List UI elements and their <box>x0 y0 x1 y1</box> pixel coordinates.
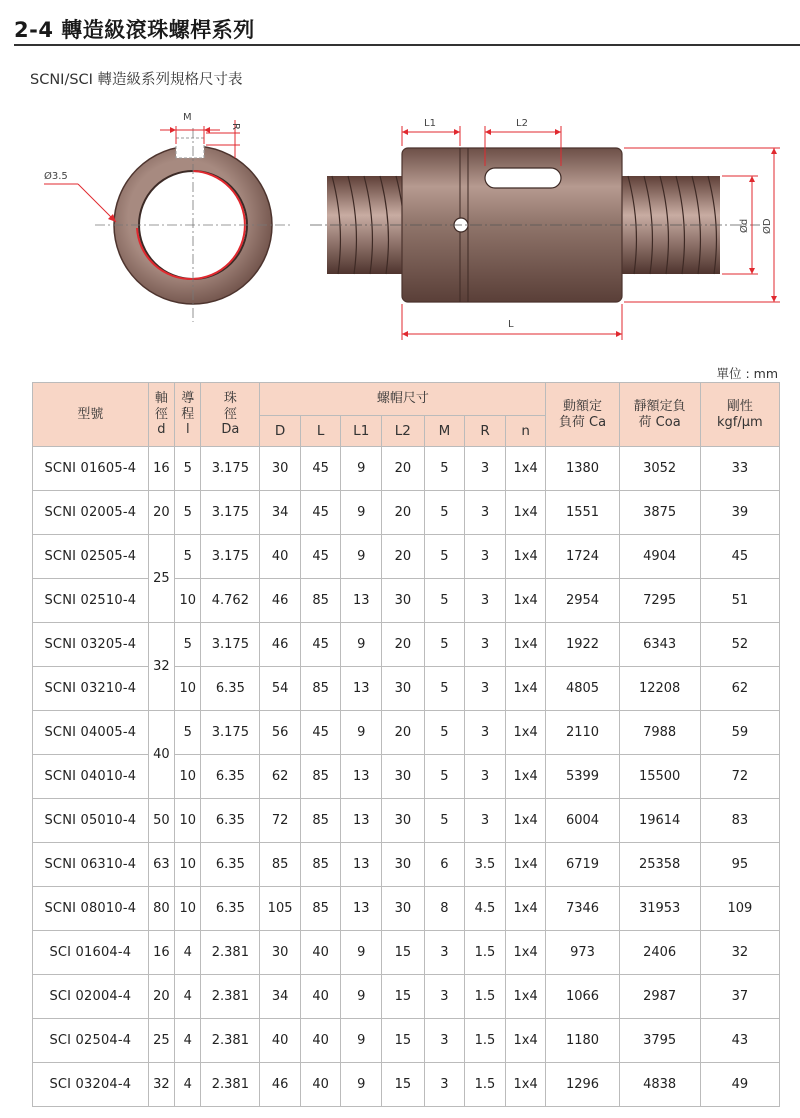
cell-shaft-diameter: 80 <box>148 887 174 931</box>
cell-l1: 13 <box>341 579 382 623</box>
cell-k: 32 <box>700 931 779 975</box>
cell-l1: 9 <box>341 535 382 579</box>
table-row <box>33 711 780 755</box>
cell-l: 40 <box>300 1019 341 1063</box>
cell-l: 4 <box>175 1019 201 1063</box>
cell-coa: 19614 <box>619 799 700 843</box>
cell-r: 1.5 <box>465 931 506 975</box>
cell-m: 5 <box>424 799 465 843</box>
cell-l2: 20 <box>382 447 425 491</box>
cell-m: 5 <box>424 535 465 579</box>
cell-da: 6.35 <box>201 755 260 799</box>
cell-coa: 7295 <box>619 579 700 623</box>
cell-da: 2.381 <box>201 1063 260 1107</box>
cell-l: 85 <box>300 579 341 623</box>
cell-l2: 20 <box>382 535 425 579</box>
cell-da: 3.175 <box>201 535 260 579</box>
cell-ca: 2954 <box>546 579 619 623</box>
cell-k: 62 <box>700 667 779 711</box>
cell-coa: 3052 <box>619 447 700 491</box>
cell-shaft-diameter: 20 <box>148 975 174 1019</box>
cell-ca: 1551 <box>546 491 619 535</box>
header-lead: 導 程 l <box>175 383 201 447</box>
cell-d: 46 <box>260 623 301 667</box>
cell-shaft-diameter: 40 <box>148 711 174 799</box>
table-row <box>33 887 780 931</box>
cell-n: 1x4 <box>505 447 546 491</box>
ball-screw-nut-drawing <box>0 100 800 350</box>
cell-l: 85 <box>300 843 341 887</box>
nut-end-view <box>44 112 290 322</box>
cell-ca: 1180 <box>546 1019 619 1063</box>
cell-l2: 15 <box>382 975 425 1019</box>
cell-n: 1x4 <box>505 975 546 1019</box>
table-row <box>33 447 780 491</box>
cell-l2: 20 <box>382 711 425 755</box>
cell-l1: 13 <box>341 799 382 843</box>
cell-da: 6.35 <box>201 799 260 843</box>
cell-k: 49 <box>700 1063 779 1107</box>
unit-label: 單位 : mm <box>716 366 778 381</box>
header-shaft-diameter: 軸 徑 d <box>148 383 174 447</box>
cell-l: 45 <box>300 711 341 755</box>
dim-d-label: Ød <box>739 218 750 233</box>
cell-l: 10 <box>175 667 201 711</box>
cell-ca: 6004 <box>546 799 619 843</box>
cell-d: 54 <box>260 667 301 711</box>
cell-model: SCNI 01605-4 <box>33 447 149 491</box>
cell-l: 10 <box>175 843 201 887</box>
cell-d: 34 <box>260 975 301 1019</box>
cell-l1: 9 <box>341 975 382 1019</box>
cell-shaft-diameter: 25 <box>148 1019 174 1063</box>
dim-dd-label: ØD <box>762 218 773 234</box>
table-row <box>33 799 780 843</box>
cell-ca: 1380 <box>546 447 619 491</box>
header-r: R <box>465 416 506 447</box>
cell-ca: 1724 <box>546 535 619 579</box>
header-n: n <box>505 416 546 447</box>
cell-l1: 9 <box>341 931 382 975</box>
cell-da: 6.35 <box>201 843 260 887</box>
cell-m: 5 <box>424 711 465 755</box>
cell-ca: 5399 <box>546 755 619 799</box>
dim-r-label: R <box>230 123 241 130</box>
header-d: D <box>260 416 301 447</box>
cell-l: 85 <box>300 755 341 799</box>
cell-r: 3 <box>465 491 506 535</box>
cell-model: SCNI 02510-4 <box>33 579 149 623</box>
cell-r: 3.5 <box>465 843 506 887</box>
cell-coa: 4838 <box>619 1063 700 1107</box>
table-row <box>33 1063 780 1107</box>
table-row <box>33 535 780 579</box>
cell-n: 1x4 <box>505 667 546 711</box>
cell-n: 1x4 <box>505 535 546 579</box>
cell-d: 85 <box>260 843 301 887</box>
cell-coa: 25358 <box>619 843 700 887</box>
table-subtitle: SCNI/SCI 轉造級系列規格尺寸表 <box>30 72 243 88</box>
cell-l2: 30 <box>382 667 425 711</box>
cell-l2: 30 <box>382 843 425 887</box>
cell-coa: 2406 <box>619 931 700 975</box>
table-row <box>33 491 780 535</box>
cell-l: 10 <box>175 755 201 799</box>
cell-coa: 3875 <box>619 491 700 535</box>
header-l: L <box>300 416 341 447</box>
cell-ca: 6719 <box>546 843 619 887</box>
cell-da: 2.381 <box>201 975 260 1019</box>
cell-l1: 13 <box>341 887 382 931</box>
cell-shaft-diameter: 25 <box>148 535 174 623</box>
cell-k: 45 <box>700 535 779 579</box>
cell-model: SCNI 04010-4 <box>33 755 149 799</box>
cell-model: SCI 03204-4 <box>33 1063 149 1107</box>
cell-n: 1x4 <box>505 887 546 931</box>
cell-l: 45 <box>300 491 341 535</box>
cell-d: 34 <box>260 491 301 535</box>
cell-d: 30 <box>260 931 301 975</box>
cell-l2: 30 <box>382 799 425 843</box>
header-dynamic-load: 動額定 負荷 Ca <box>546 383 619 447</box>
header-l1: L1 <box>341 416 382 447</box>
cell-l: 45 <box>300 447 341 491</box>
cell-m: 5 <box>424 623 465 667</box>
cell-k: 51 <box>700 579 779 623</box>
cell-shaft-diameter: 50 <box>148 799 174 843</box>
cell-r: 1.5 <box>465 1019 506 1063</box>
cell-coa: 15500 <box>619 755 700 799</box>
cell-l: 10 <box>175 887 201 931</box>
cell-m: 3 <box>424 975 465 1019</box>
page-title: 2-4 轉造級滾珠螺桿系列 <box>14 18 255 42</box>
cell-shaft-diameter: 32 <box>148 623 174 711</box>
cell-l: 5 <box>175 535 201 579</box>
cell-m: 3 <box>424 1019 465 1063</box>
cell-l1: 13 <box>341 755 382 799</box>
cell-l: 10 <box>175 579 201 623</box>
cell-l: 45 <box>300 623 341 667</box>
cell-da: 4.762 <box>201 579 260 623</box>
cell-shaft-diameter: 16 <box>148 931 174 975</box>
cell-n: 1x4 <box>505 843 546 887</box>
table-row <box>33 755 780 799</box>
cell-l: 5 <box>175 491 201 535</box>
cell-da: 2.381 <box>201 931 260 975</box>
cell-l: 40 <box>300 975 341 1019</box>
cell-l2: 30 <box>382 755 425 799</box>
cell-coa: 2987 <box>619 975 700 1019</box>
cell-shaft-diameter: 16 <box>148 447 174 491</box>
cell-model: SCNI 06310-4 <box>33 843 149 887</box>
cell-d: 30 <box>260 447 301 491</box>
cell-model: SCNI 03205-4 <box>33 623 149 667</box>
cell-coa: 6343 <box>619 623 700 667</box>
dim-m-label: M <box>183 112 192 123</box>
cell-model: SCI 01604-4 <box>33 931 149 975</box>
header-m: M <box>424 416 465 447</box>
cell-l: 85 <box>300 667 341 711</box>
cell-model: SCNI 02505-4 <box>33 535 149 579</box>
cell-ca: 7346 <box>546 887 619 931</box>
cell-d: 46 <box>260 579 301 623</box>
cell-n: 1x4 <box>505 623 546 667</box>
cell-l1: 9 <box>341 1019 382 1063</box>
cell-k: 95 <box>700 843 779 887</box>
cell-k: 109 <box>700 887 779 931</box>
cell-l1: 9 <box>341 623 382 667</box>
cell-r: 3 <box>465 535 506 579</box>
dim-l1-label: L1 <box>424 118 436 129</box>
cell-l2: 15 <box>382 931 425 975</box>
cell-shaft-diameter: 32 <box>148 1063 174 1107</box>
cell-da: 3.175 <box>201 623 260 667</box>
cell-r: 3 <box>465 623 506 667</box>
table-row <box>33 623 780 667</box>
cell-l1: 9 <box>341 491 382 535</box>
cell-d: 46 <box>260 1063 301 1107</box>
cell-k: 83 <box>700 799 779 843</box>
title-divider <box>14 44 800 46</box>
header-ball-diameter: 珠 徑 Da <box>201 383 260 447</box>
cell-n: 1x4 <box>505 1063 546 1107</box>
cell-l1: 13 <box>341 667 382 711</box>
cell-l1: 9 <box>341 1063 382 1107</box>
cell-r: 1.5 <box>465 975 506 1019</box>
cell-ca: 1922 <box>546 623 619 667</box>
cell-m: 3 <box>424 931 465 975</box>
cell-m: 8 <box>424 887 465 931</box>
header-static-load: 靜額定負 荷 Coa <box>619 383 700 447</box>
cell-m: 6 <box>424 843 465 887</box>
cell-l: 4 <box>175 931 201 975</box>
cell-l2: 20 <box>382 623 425 667</box>
cell-ca: 1296 <box>546 1063 619 1107</box>
cell-da: 3.175 <box>201 447 260 491</box>
cell-coa: 12208 <box>619 667 700 711</box>
cell-l: 40 <box>300 931 341 975</box>
key-slot <box>485 168 561 188</box>
cell-model: SCNI 05010-4 <box>33 799 149 843</box>
cell-d: 56 <box>260 711 301 755</box>
cell-l1: 13 <box>341 843 382 887</box>
cell-l: 10 <box>175 799 201 843</box>
cell-ca: 4805 <box>546 667 619 711</box>
cell-r: 3 <box>465 667 506 711</box>
cell-l: 5 <box>175 623 201 667</box>
cell-m: 5 <box>424 667 465 711</box>
dim-l2-label: L2 <box>516 118 528 129</box>
cell-l1: 9 <box>341 711 382 755</box>
cell-l: 85 <box>300 799 341 843</box>
cell-n: 1x4 <box>505 579 546 623</box>
cell-l: 5 <box>175 711 201 755</box>
cell-n: 1x4 <box>505 711 546 755</box>
table-row <box>33 1019 780 1063</box>
cell-k: 33 <box>700 447 779 491</box>
cell-k: 43 <box>700 1019 779 1063</box>
cell-ca: 2110 <box>546 711 619 755</box>
cell-model: SCI 02504-4 <box>33 1019 149 1063</box>
cell-d: 62 <box>260 755 301 799</box>
cell-l1: 9 <box>341 447 382 491</box>
cell-coa: 4904 <box>619 535 700 579</box>
dim-l-label: L <box>508 319 514 330</box>
header-l2: L2 <box>382 416 425 447</box>
cell-l2: 15 <box>382 1019 425 1063</box>
cell-l: 4 <box>175 975 201 1019</box>
cell-da: 6.35 <box>201 667 260 711</box>
cell-k: 37 <box>700 975 779 1019</box>
cell-n: 1x4 <box>505 799 546 843</box>
cell-ca: 973 <box>546 931 619 975</box>
table-row <box>33 579 780 623</box>
cell-l: 5 <box>175 447 201 491</box>
cell-l: 40 <box>300 1063 341 1107</box>
cell-l: 4 <box>175 1063 201 1107</box>
cell-model: SCNI 03210-4 <box>33 667 149 711</box>
cell-r: 3 <box>465 711 506 755</box>
cell-r: 3 <box>465 799 506 843</box>
cell-m: 5 <box>424 755 465 799</box>
cell-n: 1x4 <box>505 755 546 799</box>
table-row <box>33 667 780 711</box>
cell-r: 3 <box>465 579 506 623</box>
cell-l: 85 <box>300 887 341 931</box>
table-row <box>33 931 780 975</box>
header-model: 型號 <box>33 383 149 447</box>
cell-m: 5 <box>424 447 465 491</box>
cell-d: 72 <box>260 799 301 843</box>
cell-shaft-diameter: 63 <box>148 843 174 887</box>
cell-l: 45 <box>300 535 341 579</box>
cell-m: 5 <box>424 491 465 535</box>
dim-hole-label: Ø3.5 <box>44 171 68 182</box>
nut-side-view <box>310 118 780 340</box>
cell-model: SCNI 08010-4 <box>33 887 149 931</box>
cell-model: SCNI 02005-4 <box>33 491 149 535</box>
cell-m: 5 <box>424 579 465 623</box>
cell-l2: 15 <box>382 1063 425 1107</box>
spec-table-body <box>33 447 780 1107</box>
cell-d: 105 <box>260 887 301 931</box>
table-row <box>33 843 780 887</box>
cell-n: 1x4 <box>505 491 546 535</box>
cell-n: 1x4 <box>505 1019 546 1063</box>
cell-coa: 3795 <box>619 1019 700 1063</box>
header-stiffness: 剛性 kgf/μm <box>700 383 779 447</box>
cell-da: 2.381 <box>201 1019 260 1063</box>
cell-l2: 30 <box>382 579 425 623</box>
cell-r: 3 <box>465 755 506 799</box>
cell-d: 40 <box>260 535 301 579</box>
cell-coa: 31953 <box>619 887 700 931</box>
header-nut-dimensions: 螺帽尺寸 <box>260 383 546 416</box>
cell-r: 4.5 <box>465 887 506 931</box>
cell-shaft-diameter: 20 <box>148 491 174 535</box>
cell-model: SCNI 04005-4 <box>33 711 149 755</box>
cell-da: 3.175 <box>201 711 260 755</box>
cell-r: 1.5 <box>465 1063 506 1107</box>
cell-n: 1x4 <box>505 931 546 975</box>
cell-da: 6.35 <box>201 887 260 931</box>
cell-ca: 1066 <box>546 975 619 1019</box>
cell-coa: 7988 <box>619 711 700 755</box>
cell-k: 39 <box>700 491 779 535</box>
cell-d: 40 <box>260 1019 301 1063</box>
cell-l2: 30 <box>382 887 425 931</box>
table-row <box>33 975 780 1019</box>
cell-k: 72 <box>700 755 779 799</box>
cell-k: 59 <box>700 711 779 755</box>
cell-model: SCI 02004-4 <box>33 975 149 1019</box>
cell-da: 3.175 <box>201 491 260 535</box>
cell-r: 3 <box>465 447 506 491</box>
cell-l2: 20 <box>382 491 425 535</box>
cell-m: 3 <box>424 1063 465 1107</box>
cell-k: 52 <box>700 623 779 667</box>
spec-table <box>32 382 780 1107</box>
